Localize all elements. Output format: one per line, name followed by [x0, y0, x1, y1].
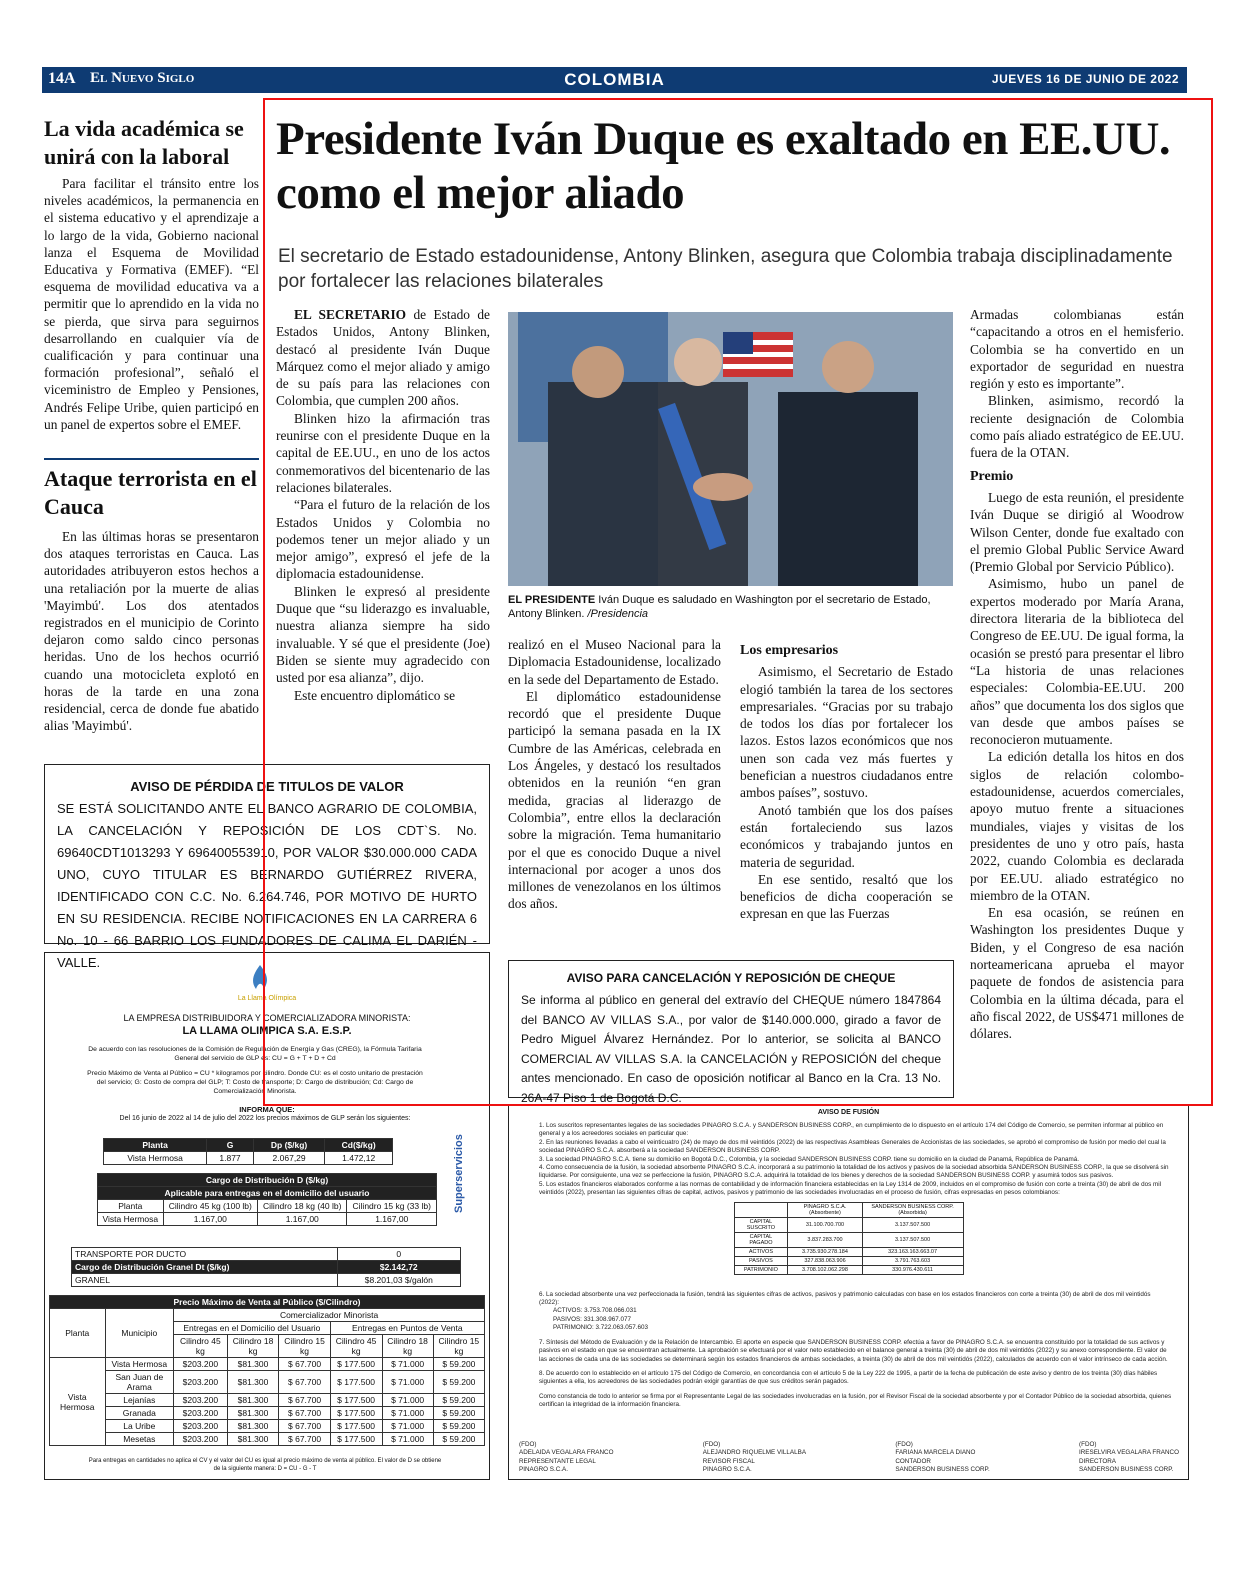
fusion-table: PINAGRO S.C.A. (Absorbente) SANDERSON BUSINESS CORP. (Absorbida) CAPITAL SUSCRITO 31.100.700.700 3.137.507.500 CAPITAL PAGADO 3.837.283.700 3.137.507.500 ACTIVOS 3.735.930.278.184 323.163.163.663.07 PASIVOS 327.838.063.906 3.791.763.603 PATRIMONIO 3.708.102.062.298 330.976.430.611	[734, 1202, 964, 1275]
photo-caption: EL PRESIDENTE Iván Duque es saludado en Washington por el secretario de Estado, Antony Blinken. /Presidencia	[508, 594, 931, 620]
llama-table-precios: Precio Máximo de Venta al Público ($/Cilindro) Planta Municipio Comercializador Minorista Entregas en el Domicilio del Usuario Entregas en Puntos de Venta Cilindro 45 kg Cilindro 18 kg Cilindro 15 kg Cilindro 45 kg Cilindro 18 kg Cilindro 15 kg Vista Hermosa Vista Hermosa $203.200 $81.300 $ 67.700 $ 177.500 $ 71.000 $ 59.200 San Juan de Arama $203.200 $81.300 $ 67.700 $ 177.500 $ 71.000 $ 59.200 Lejanías $203.200 $81.300 $ 67.700 $ 177.500 $ 71.000 $ 59.200 Granada $203.200 $81.300 $ 67.700 $ 177.500 $ 71.000 $ 59.200 La Uribe $203.200 $81.300 $ 67.700 $ 177.500 $ 71.000 $ 59.200 Mesetas $203.200 $81.300 $ 67.700 $ 177.500 $ 71.000 $ 59.200	[49, 1295, 485, 1446]
article-column-2: realizó en el Museo Nacional para la Diplomacia Estadounidense, localizado en la sede del Departamento de Estado. El diplomático estadounidense recordó que el presidente Duque participó la semana pasada en la IX Cumbre de las Américas, celebrada en Los Ángeles, y destacó los resultados obtenidos en la reunión “en gran medida, gracias al liderazgo de Colombia”, entre ellos la declaración sobre la migración. Tema humanitario por el que es conocido Duque a nivel internacional por acoger a unos dos millones de venezolanos en los últimos dos años.	[508, 637, 721, 912]
article-subhead: El secretario de Estado estadounidense, Antony Blinken, asegura que Colombia trabaja disciplinadamente por fortalecer las relaciones bilaterales	[278, 246, 1173, 292]
page-number: 14A	[48, 70, 76, 87]
highlight-frame	[263, 98, 1213, 1106]
ad-lost-titles: AVISO DE PÉRDIDA DE TITULOS DE VALOR SE ESTÁ SOLICITANDO ANTE EL BANCO AGRARIO DE COLOMBIA, LA CANCELACIÓN Y REPOSICIÓN DE LOS CDT`S. No. 69640CDT1013293 Y 696400553910, POR VALOR $30.000.000 CADA UNO, CUYO TITULAR ES BERNARDO GUTIÉRREZ RIVERA, IDENTIFICADO CON C.C. No. 6.264.746, POR MOTIVO DE HURTO EN SU RESIDENCIA. RECIBE NOTIFICACIONES EN LA CARRERA 6 No. 10 - 66 BARRIO LOS FUNDADORES DE CALIMA EL DARIÉN - VALLE.	[44, 764, 490, 944]
newspaper-name: El Nuevo Siglo	[90, 70, 195, 86]
fusion-items: 1. Los suscritos representantes legales de las sociedades PINAGRO S.C.A. y SANDERSON BUSINESS CORP., en cumplimiento de lo dispuesto en el artículo 174 del Código de Comercio, se permiten informar al público en general y a los acreedores sociales en particular que: 2. En las reuniones llevadas a cabo el veinticuatro (24) de mayo de dos mil veintidós (2022) de las respectivas Asambleas Generales de Accionistas de las sociedades, se aprobó el compromiso de fusión por medio del cual la sociedad PINAGRO S.C.A. absorberá a la sociedad SANDERSON BUSINESS CORP. 3. La sociedad PINAGRO S.C.A. tiene su domicilio en Bogotá D.C., Colombia, y la sociedad SANDERSON BUSINESS CORP. tiene su domicilio en la ciudad de Panamá, República de Panamá. 4. Como consecuencia de la fusión, la sociedad absorbente PINAGRO S.C.A. incorporará a su patrimonio la totalidad de los activos y pasivos de la sociedad absorbida SANDERSON BUSINESS CORP., la que se disolverá sin liquidarse. Por consiguiente, una vez se perfeccione la fusión, PINAGRO S.C.A. adquirirá la totalidad de los bienes y derechos de la sociedad SANDERSON BUSINESS CORP. y asumirá todos sus pasivos. 5. Los estados financieros elaborados conforme a las normas de contabilidad y de información financiera establecidas en la Ley 1314 de 2009, incluidos en el compromiso de fusión con corte a treinta (30) de abril de dos mil veintidós (2022), presentan las siguientes cifras de capital, activos, pasivos y patrimonio de las sociedades involucradas en el proceso de fusión, cifras expresadas en pesos colombianos:	[539, 1122, 1169, 1197]
story1-body: Para facilitar el tránsito entre los niveles académicos, la permanencia en el sistema educativo y el aprendizaje a lo largo de la vida, Gobierno nacional lanza el Esquema de Movilidad Educativa y Formativa (EMEF). “El esquema de movilidad educativa va a permitir que lo aprendido en la vida no se pierda, que sirva para seguirnos desarrollando en cualquier vía de cualificación y para continuar una formación profesional”, señaló el viceministro de Empleo y Pensiones, Andrés Felipe Uribe, quien participó en un panel de expertos sobre el EMEF.	[44, 176, 259, 432]
llama-table-g: Planta G Dp ($/kg) Cd($/kg) Vista Hermosa 1.877 2.067,29 1.472,12	[103, 1138, 393, 1165]
superservicios-logo: Superservicios	[453, 1134, 465, 1213]
llama-table-distribucion: Cargo de Distribución D ($/kg) Aplicable para entregas en el domicilio del usuario Planta Cilindro 45 kg (100 lb) Cilindro 18 kg (40 lb) Cilindro 15 kg (33 lb) Vista Hermosa 1.167,00 1.167,00 1.167,00	[97, 1173, 437, 1226]
fusion-signatures: (FDO) ADELAIDA VEGALARA FRANCO REPRESENTANTE LEGAL PINAGRO S.C.A. (FDO) ALEJANDRO RIQUELME VILLALBA REVISOR FISCAL PINAGRO S.C.A. (FDO) FARIANA MARCELA DIANO CONTADOR SANDERSON BUSINESS CORP. (FDO) IRESELVIRA VEGALARA FRANCO DIRECTORA SANDERSON BUSINESS CORP.	[519, 1441, 1179, 1474]
page-header	[42, 67, 1187, 93]
article-column-4: Armadas colombianas están “capacitando a otros en el hemisferio. Colombia se ha convertido en un exportador de seguridad en nuestra región y esto es importante”. Blinken, asimismo, recordó la reciente designación de Colombia como país aliado estratégico de EE.UU. fuera de la OTAN. Premio Luego de esta reunión, el presidente Iván Duque se dirigió al Woodrow Wilson Center, donde fue exaltado con el premio Global Public Service Award (Premio Global por Servicio Público). Asimismo, hubo un panel de expertos moderado por María Arana, directora literaria de la biblioteca del Congreso de EE.UU. De igual forma, la ocasión se prestó para presentar el libro “La historia de unas relaciones especiales: Colombia-EE.UU. 200 años” que documenta los dos siglos que van desde que ambos países se reconocieron mutuamente. La edición detalla los hitos en dos siglos de relación colombo-estadounidense, acuerdos comerciales, apoyo mutuo frente a situaciones mundiales, viajes y visitas de los presidentes de uno y otro país, hasta 2022, cuando Colombia es declarada por EE.UU. aliado estratégico no miembro de la OTAN. En esa ocasión, se reúnen en Washington los presidentes Duque y Biden, y el Congreso de esa nación norteamericana aprueba el mayor paquete de fondos de asistencia para Colombia en la última década, para el año fiscal 2022, de US$471 millones de dólares.	[970, 307, 1184, 1042]
article-headline: Presidente Iván Duque es exaltado en EE.UU. como el mejor aliado	[276, 113, 1171, 219]
ad-cheque: AVISO PARA CANCELACIÓN Y REPOSICIÓN DE CHEQUE Se informa al público en general del extravío del CHEQUE número 1847864 del BANCO AV VILLAS S.A., por valor de $140.000.000, girado a favor de Pedro Miguel Álvarez Hernández. Por lo anterior, se solicita al BANCO COMERCIAL AV VILLAS S.A. la CANCELACIÓN y REPOSICIÓN del cheque antes mencionado. En caso de oposición notificar al Banco en la Cra. 13 No. 26A-47 Piso 1 de Bogotá D.C.	[508, 960, 954, 1098]
section-name: COLOMBIA	[564, 70, 665, 89]
fusion-items-2: 6. La sociedad absorbente una vez perfeccionada la fusión, tendrá las siguientes cifras de activos, pasivos y patrimonio calculadas con base en los estados financieros con corte a treinta (30) de abril de dos mil veintidós (2022): ACTIVOS: 3.753.708.066.031 PASIVOS: 331.308.967.077 PATRIMONIO: 3.722.063.057.603 7. Síntesis del Método de Evaluación y de la Relación de Intercambio. El aporte en especie que SANDERSON BUSINESS CORP. efectúa a favor de PINAGRO S.C.A. se encuentra constituido por la totalidad de sus activos y pasivos en el estado en que se encuentran actualmente. La aprobación se efectuará por el valor neto establecido en el balance general a treinta (30) de abril de dos mil veintidós (2022) y su anexo correspondiente. El valor de las acciones de cada una de las sociedades se determinará según los estados financieros de ambas sociedades, a treinta (30) de abril de dos mil veintidós (2022), calculados de acuerdo con el valor intrínseco de cada acción. 8. De acuerdo con lo establecido en el artículo 175 del Código de Comercio, en concordancia con el artículo 5 de la Ley 222 de 1995, a partir de la fecha de publicación de este aviso y dentro de los treinta (30) días hábiles siguientes a ella, los acreedores de las sociedades podrán exigir garantías de que sus créditos serán pagados. Como constancia de todo lo anterior se firma por el Representante Legal de las sociedades involucradas en la fusión, por el Revisor Fiscal de la sociedad absorbente y por el Contador Público de la sociedad absorbida, quienes certifican la integridad de la información financiera.	[539, 1290, 1172, 1409]
ad-fusion: AVISO DE FUSIÓN 1. Los suscritos representantes legales de las sociedades PINAGRO S.C.A. y SANDERSON BUSINESS CORP., en cumplimiento de lo dispuesto en el artículo 174 del Código de Comercio, se permiten informar al público en general y a los acreedores sociales en particular que: 2. En las reuniones llevadas a cabo el veinticuatro (24) de mayo de dos mil veintidós (2022) de las respectivas Asambleas Generales de Accionistas de las sociedades, se aprobó el compromiso de fusión por medio del cual la sociedad PINAGRO S.C.A. absorberá a la sociedad SANDERSON BUSINESS CORP. 3. La sociedad PINAGRO S.C.A. tiene su domicilio en Bogotá D.C., Colombia, y la sociedad SANDERSON BUSINESS CORP. tiene su domicilio en la ciudad de Panamá, República de Panamá. 4. Como consecuencia de la fusión, la sociedad absorbente PINAGRO S.C.A. incorporará a su patrimonio la totalidad de los activos y pasivos de la sociedad absorbida SANDERSON BUSINESS CORP., la que se disolverá sin liquidarse. Por consiguiente, una vez se perfeccione la fusión, PINAGRO S.C.A. adquirirá la totalidad de los bienes y derechos de la sociedad SANDERSON BUSINESS CORP. y asumirá todos sus pasivos. 5. Los estados financieros elaborados conforme a las normas de contabilidad y de información financiera establecidas en la Ley 1314 de 2009, incluidos en el compromiso de fusión con corte a treinta (30) de abril de dos mil veintidós (2022), presentan las siguientes cifras de capital, activos, pasivos y patrimonio de las sociedades involucradas en el proceso de fusión, cifras expresadas en pesos colombianos: PINAGRO S.C.A. (Absorbente) SANDERSON BUSINESS CORP. (Absorbida) CAPITAL SUSCRITO 31.100.700.700 3.137.507.500 CAPITAL PAGADO 3.837.283.700 3.137.507.500 ACTIVOS 3.735.930.278.184 323.163.163.663.07 PASIVOS 327.838.063.906 3.791.763.603 PATRIMONIO 3.708.102.062.298 330.976.430.611 6. La sociedad absorbente una vez perfeccionada la fusión, tendrá las siguientes cifras de activos, pasivos y patrimonio calculadas con base en los estados financieros con corte a treinta (30) de abril de dos mil veintidós (2022): ACTIVOS: 3.753.708.066.031 PASIVOS: 331.308.967.077 PATRIMONIO: 3.722.063.057.603 7. Síntesis del Método de Evaluación y de la Relación de Intercambio. El aporte en especie que SANDERSON BUSINESS CORP. efectúa a favor de PINAGRO S.C.A. se encuentra constituido por la totalidad de sus activos y pasivos en el estado en que se encuentran actualmente. La aprobación se efectuará por el valor neto establecido en el balance general a treinta (30) de abril de dos mil veintidós (2022) y su anexo correspondiente. El valor de las acciones de cada una de las sociedades se determinará según los estados financieros de ambas sociedades, a treinta (30) de abril de dos mil veintidós (2022), calculados de acuerdo con el valor intrínseco de cada acción. 8. De acuerdo con lo establecido en el artículo 175 del Código de Comercio, en concordancia con el artículo 5 de la Ley 222 de 1995, a partir de la fecha de publicación de este aviso y dentro de los treinta (30) días hábiles siguientes a ella, los acreedores de las sociedades podrán exigir garantías de que sus créditos serán pagados. Como constancia de todo lo anterior se firma por el Representante Legal de las sociedades involucradas en la fusión, por el Revisor Fiscal de la sociedad absorbente y por el Contador Público de la sociedad absorbida, quienes certifican la integridad de la información financiera. (FDO) ADELAIDA VEGALARA FRANCO REPRESENTANTE LEGAL PINAGRO S.C.A. (FDO) ALEJANDRO RIQUELME VILLALBA REVISOR FISCAL PINAGRO S.C.A. (FDO) FARIANA MARCELA DIANO CONTADOR SANDERSON BUSINESS CORP. (FDO) IRESELVIRA VEGALARA FRANCO DIRECTORA SANDERSON BUSINESS CORP.	[508, 1104, 1189, 1480]
article-column-1: EL SECRETARIO de Estado de Estados Unidos, Antony Blinken, destacó al presidente Iván Duque Márquez como el mejor aliado y amigo de su país para las relaciones con Colombia, que cumplen 200 años. Blinken hizo la afirmación tras reunirse con el presidente Duque en la capital de EE.UU., en uno de los actos conmemorativos del bicentenario de las relaciones bilaterales. “Para el futuro de la relación de los Estados Unidos y Colombia no podemos tener un mejor aliado y un mejor amigo”, expresó el jefe de la diplomacia estadounidense. Blinken le expresó al presidente Duque que “su liderazgo es invaluable, nuestra alianza siempre ha sido invaluable. Y sé que el presidente (Joe) Biden se siente muy agradecido con usted por esa alianza”, dijo. Este encuentro diplomático se	[276, 307, 490, 703]
story1-title: La vida académica se unirá con la laboral	[44, 116, 244, 169]
story2-title: Ataque terrorista en el Cauca	[44, 466, 257, 519]
story2-body: En las últimas horas se presentaron dos ataques terroristas en Cauca. Las autoridades atribuyeron estos hechos a una retaliación por la muerte de alias 'Mayimbú'. Los dos atentados registrados en el municipio de Corinto dejaron como saldo cinco personas heridas. Uno de los hechos ocurrió cuando una motocicleta explotó en horas de la tarde en una zona residencial, cerca de donde fue abatido alias 'Mayimbú'.	[44, 529, 259, 734]
ad-llama-olimpica: La Llama Olímpica LA EMPRESA DISTRIBUIDORA Y COMERCIALIZADORA MINORISTA: LA LLAMA OLIMPICA S.A. E.S.P. De acuerdo con las resoluciones de la Comisión de Regulación de Energía y Gas (CREG), la Fórmula Tarifaria General del servicio de GLP es: CU = G + T + D + Cd Precio Máximo de Venta al Público = CU * kilogramos por cilindro. Donde CU: es el costo unitario de prestación del servicio; G: Costo de compra del GLP; T: Costo de transporte; D: Cargo de distribución; Cd: Cargo de Comercialización Minorista. INFORMA QUE: Del 16 junio de 2022 al 14 de julio del 2022 los precios máximos de GLP serán los siguientes: Superservicios Planta G Dp ($/kg) Cd($/kg) Vista Hermosa 1.877 2.067,29 1.472,12 Cargo de Distribución D ($/kg) Aplicable para entregas en el domicilio del usuario Planta Cilindro 45 kg (100 lb) Cilindro 18 kg (40 lb) Cilindro 15 kg (33 lb) Vista Hermosa 1.167,00 1.167,00 1.167,00 TRANSPORTE POR DUCTO 0 Cargo de Distribución Granel Dt ($/kg) $2.142,72 GRANEL $8.201,03 $/galón Precio Máximo de Venta al Público ($/Cilindro) Planta Municipio Comercializador Minorista Entregas en el Domicilio del Usuario Entregas en Puntos de Venta Cilindro 45 kg Cilindro 18 kg Cilindro 15 kg Cilindro 45 kg Cilindro 18 kg Cilindro 15 kg Vista Hermosa Vista Hermosa $203.200 $81.300 $ 67.700 $ 177.500 $ 71.000 $ 59.200 San Juan de Arama $203.200 $81.300 $ 67.700 $ 177.500 $ 71.000 $ 59.200 Lejanías $203.200 $81.300 $ 67.700 $ 177.500 $ 71.000 $ 59.200 Granada $203.200 $81.300 $ 67.700 $ 177.500 $ 71.000 $ 59.200 La Uribe $203.200 $81.300 $ 67.700 $ 177.500 $ 71.000 $ 59.200 Mesetas $203.200 $81.300 $ 67.700 $ 177.500 $ 71.000 $ 59.200 Para entregas en cantidades no aplica el CV y el valor del CU es igual al precio máximo de venta al público. El valor de D se obtiene de la siguiente manera: D = CU - G - T	[44, 952, 490, 1480]
issue-date: JUEVES 16 DE JUNIO DE 2022	[991, 72, 1179, 86]
llama-table-granel: TRANSPORTE POR DUCTO 0 Cargo de Distribución Granel Dt ($/kg) $2.142,72 GRANEL $8.201,03 $/galón	[71, 1247, 461, 1287]
article-column-3: Los empresarios Asimismo, el Secretario de Estado elogió también la tarea de los sectores empresariales. “Gracias por su trabajo de todos los días por fortalecer los lazos. Estos lazos económicos que nos unen son cada vez más fuertes y benefician a nuestros ciudadanos entre ambos países”, sostuvo. Anotó también que los dos países están fortaleciendo sus lazos económicos y trabajando juntos en materia de seguridad. En ese sentido, resaltó que los beneficios de dicha cooperación se expresan en que las Fuerzas	[740, 643, 953, 922]
